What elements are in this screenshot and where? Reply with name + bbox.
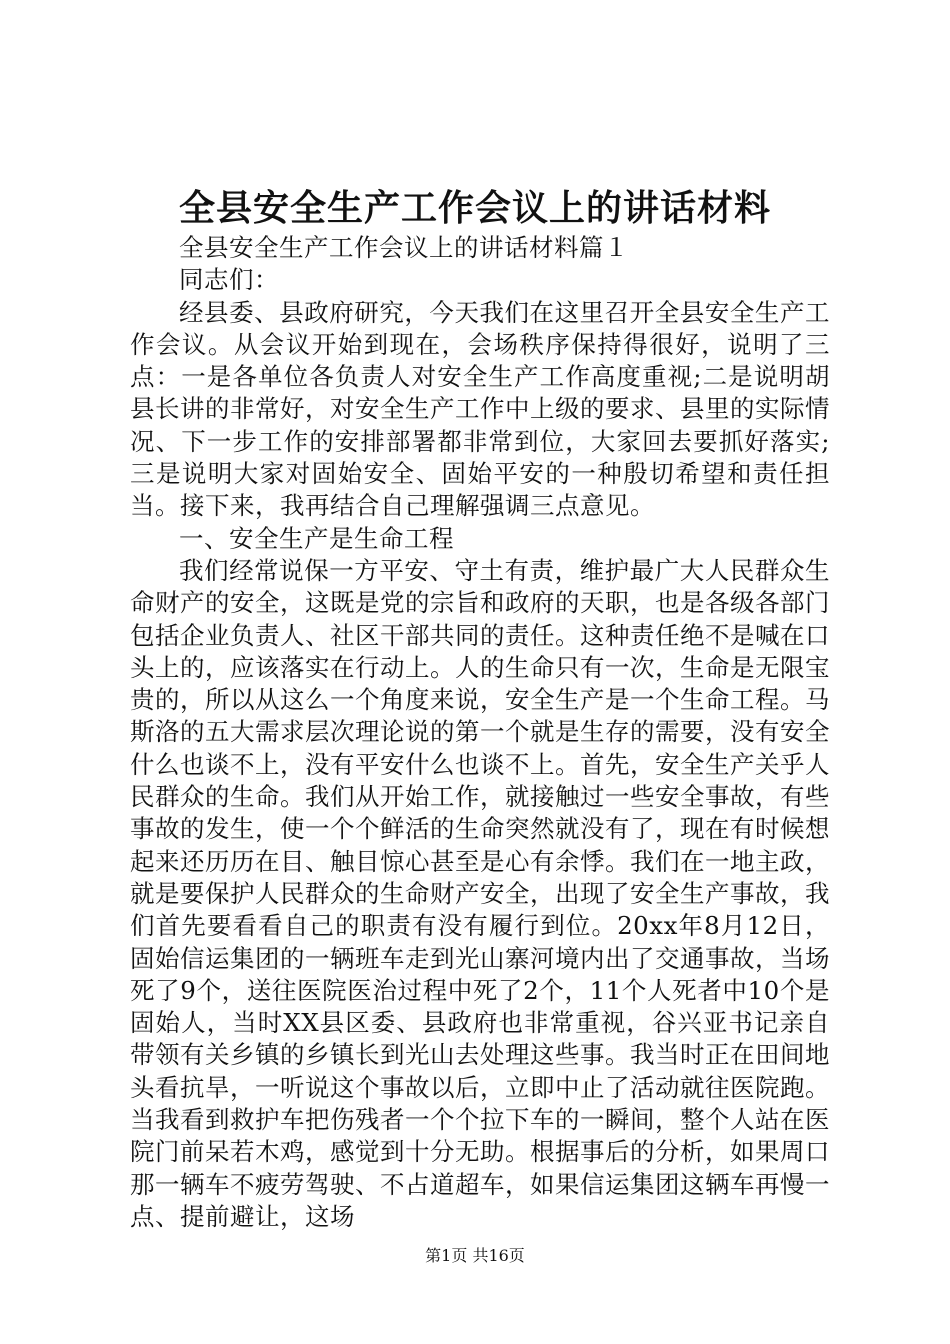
document-title: 全县安全生产工作会议上的讲话材料	[178, 187, 771, 229]
greeting: 同志们：	[179, 265, 279, 295]
page-indicator: 第1页 共16页	[425, 1246, 525, 1265]
section-heading: 一、安全生产是生命工程	[179, 523, 454, 553]
paragraph: 我们经常说保一方平安、守土有责，维护最广大人民群众生命财产的安全，这既是党的宗旨和政府的天职，也是各级各部门包括企业负责人、社区干部共同的责任。这种责任绝不是喊在口头上的，应该落实在行动上。人的生命只有一次，生命是无限宝贵的，所以从这么一个角度来说，安全生产是一个生命工程。马斯洛的五大需求层次理论说的第一个就是生存的需要，没有安全什么也谈不上，没有平安什么也谈不上。首先，安全生产关乎人民群众的生命。我们从开始工作，就接触过一些安全事故，有些事故的发生，使一个个鲜活的生命突然就没有了，现在有时候想起来还历历在目、触目惊心甚至是心有余悸。我们在一地主政，就是要保护人民群众的生命财产安全，出现了安全生产事故，我们首先要看看自己的职责有没有履行到位。20xx年8月12日，固始信运集团的一辆班车走到光山寨河境内出了交通事故，当场死了9个，送往医院医治过程中死了2个，11个人死者中10个是固始人，当时XX县区委、县政府也非常重视，谷兴亚书记亲自带领有关乡镇的乡镇长到光山去处理这些事。我当时正在田间地头看抗旱，一听说这个事故以后，立即中止了活动就往医院跑。当我看到救护车把伤残者一个个拉下车的一瞬间，整个人站在医院门前呆若木鸡，感觉到十分无助。根据事后的分析，如果周口那一辆车不疲劳驾驶、不占道超车，如果信运集团这辆车再慢一点、提前避让，这场	[130, 555, 830, 1231]
document-body	[130, 232, 830, 1233]
document-subtitle: 全县安全生产工作会议上的讲话材料篇１	[179, 233, 629, 262]
paragraph: 经县委、县政府研究，今天我们在这里召开全县安全生产工作会议。从会议开始到现在，会场秩序保持得很好，说明了三点：一是各单位各负责人对安全生产工作高度重视;二是说明胡县长讲的非常好，对安全生产工作中上级的要求、县里的实际情况、下一步工作的安排部署都非常到位，大家回去要抓好落实;三是说明大家对固始安全、固始平安的一种殷切希望和责任担当。接下来，我再结合自己理解强调三点意见。	[130, 297, 830, 521]
